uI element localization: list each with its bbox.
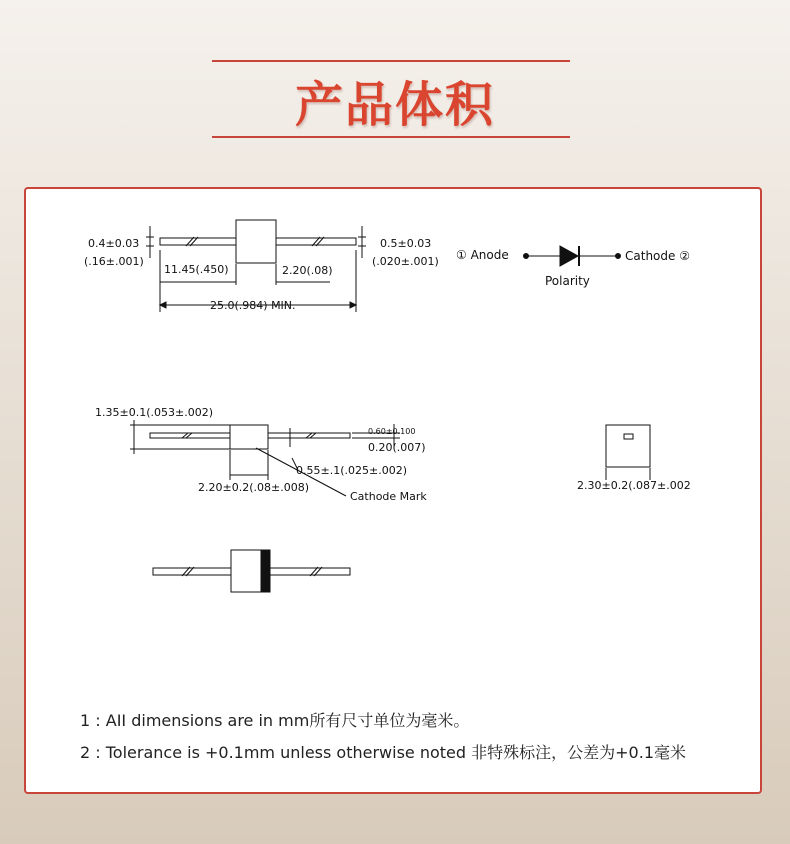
cathode-mark-label: Cathode Mark: [350, 490, 427, 503]
end-body: [606, 425, 650, 467]
right-lead: [270, 568, 350, 575]
side-mark-dim: 0.55±.1(.025±.002): [296, 464, 407, 477]
side-view-component: [150, 425, 350, 449]
cathode-label: Cathode ②: [625, 249, 690, 263]
side-body-len: 2.20±0.2(.08±.008): [198, 481, 309, 494]
end-view-component: [606, 425, 650, 467]
page-title: 产品体积: [294, 77, 495, 133]
bottom-view-component: [153, 550, 350, 592]
top-body-len-left: 11.45(.450): [164, 263, 229, 276]
side-lead-thk: 0.60±0.100: [368, 427, 416, 436]
top-lead-dia-right: 0.5±0.03: [380, 237, 432, 250]
cathode-band: [261, 550, 270, 592]
lead-end: [624, 434, 633, 439]
side-body-dia: 1.35±0.1(.053±.002): [95, 406, 213, 419]
note-dimensions: 1 : AII dimensions are in mm所有尺寸单位为毫米。: [80, 711, 470, 730]
end-width: 2.30±0.2(.087±.002: [577, 479, 691, 492]
top-lead-dia-left: 0.4±0.03: [88, 237, 140, 250]
diode-triangle: [560, 246, 578, 266]
side-lead-thk2: 0.20(.007): [368, 441, 426, 454]
top-lead-dia-right-in: (.020±.001): [372, 255, 439, 268]
left-lead: [150, 433, 230, 438]
diode-body: [236, 220, 276, 263]
top-body-len-right: 2.20(.08): [282, 264, 333, 277]
top-lead-dia-left-in: (.16±.001): [84, 255, 144, 268]
diode-body: [230, 425, 268, 449]
left-lead: [160, 238, 236, 245]
polarity-caption: Polarity: [545, 274, 590, 288]
top-view-component: [160, 220, 356, 263]
note-tolerance: 2 : Tolerance is +0.1mm unless otherwise noted 非特殊标注，公差为+0.1毫米: [80, 743, 686, 762]
anode-label: ① Anode: [456, 248, 509, 262]
polarity-symbol: [524, 246, 621, 266]
top-overall-length: 25.0(.984) MIN.: [210, 299, 296, 312]
